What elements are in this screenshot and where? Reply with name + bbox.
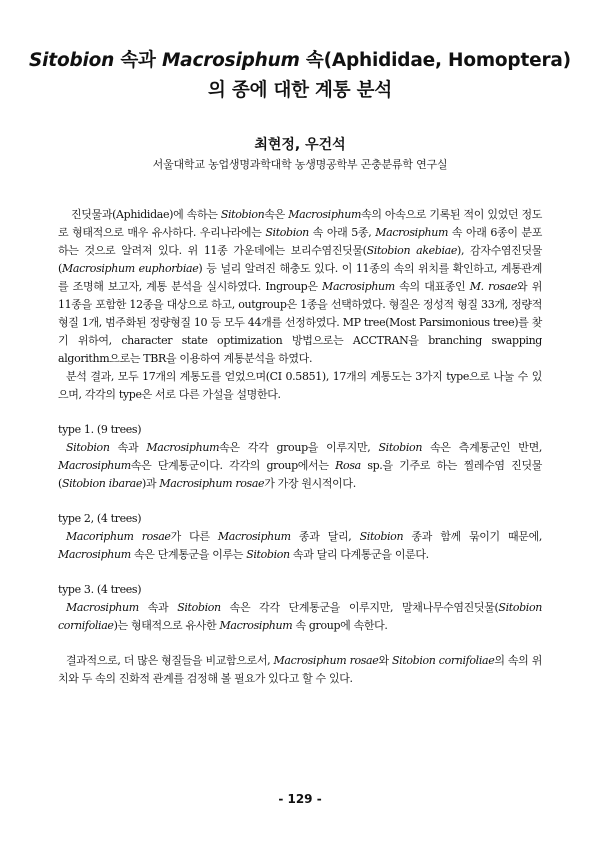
authors: 최현정, 우건석 — [254, 137, 346, 153]
title-line-2: 의 종에 대한 계통 분석 — [207, 80, 392, 101]
page-number: - 129 - — [278, 792, 322, 806]
type2-heading: type 2, (4 trees) — [58, 512, 142, 525]
paragraph-results: 분석 결과, 모두 17개의 계통도를 얻었으며(CI 0.5851), 17개의 계통도는 3가지 type으로 나눌 수 있으며, 각각의 type은 서로 다른 가설을 설명한다. — [58, 370, 542, 401]
type1-heading: type 1. (9 trees) — [58, 423, 142, 436]
title-line-1: Sitobion 속과 Macrosiphum 속(Aphididae, Homoptera) — [29, 50, 571, 71]
paragraph-conclusion: 결과적으로, 더 많은 형질들을 비교함으로서, Macrosiphum rosae와 Sitobion cornifoliae의 속의 위치와 두 속의 진화적 관계를 검정해 볼 필요가 있다고 할 수 있다. — [58, 654, 542, 685]
type3-text: Macrosiphum 속과 Sitobion 속은 각각 단계통군을 이루지만, 말채나무수염진딧물(Sitobion cornifoliae)는 형태적으로 유사한 Macrosiphum 속 group에 속한다. — [58, 601, 542, 632]
type1-text: Sitobion 속과 Macrosiphum속은 각각 group을 이루지만, Sitobion 속은 측계통군인 반면, Macrosiphum속은 단계통군이다. 각각의 group에서는 Rosa sp.을 기주로 하는 찔레수염 진딧물 (Sitobion ibarae)과 Macrosiphum rosae가 가장 원시적이다. — [58, 441, 542, 490]
type2-text: Macoriphum rosae가 다른 Macrosiphum 종과 달리, Sitobion 종과 함께 묶이기 때문에, Macrosiphum 속은 단계통군을 이루는 Sitobion 속과 달리 다계통군을 이룬다. — [58, 530, 542, 561]
paper-title — [20, 46, 580, 106]
paragraph-intro: 진딧물과(Aphididae)에 속하는 Sitobion속은 Macrosiphum속의 아속으로 기록된 적이 있었던 정도로 형태적으로 매우 유사하다. 우리나라에는 Sitobion 속 아래 5종, Macrosiphum 속 아래 6종이 분포하는 것으로 알려져 있다. 위 11종 가운데에는 보리수염진딧물(Sitobion akebiae), 감자수염진딧물(Macrosiphum euphorbiae) 등 널리 알려진 해충도 있다. 이 11종의 속의 위치를 확인하고, 계통관계를 조명해 보고자, 계통 분석을 실시하였다. Ingroup은 Macrosiphum 속의 대표종인 M. rosae와 위 11종을 포함한 12종을 대상으로 하고, outgroup은 1종을 선택하였다. 형질은 정성적 형질 33개, 정량적 형질 1개, 범주화된 정량형질 10 등 모두 44개를 선정하였다. MP tree(Most Parsimonious tree)를 찾기 위하여, character state optimization 방법으로는 ACCTRAN을 branching swapping algorithm으로는 TBR을 이용하여 계통분석을 하였다. — [58, 208, 542, 365]
abstract-body — [58, 206, 542, 688]
type3-heading: type 3. (4 trees) — [58, 583, 142, 596]
affiliation: 서울대학교 농업생명과학대학 농생명공학부 곤충분류학 연구실 — [152, 158, 448, 171]
